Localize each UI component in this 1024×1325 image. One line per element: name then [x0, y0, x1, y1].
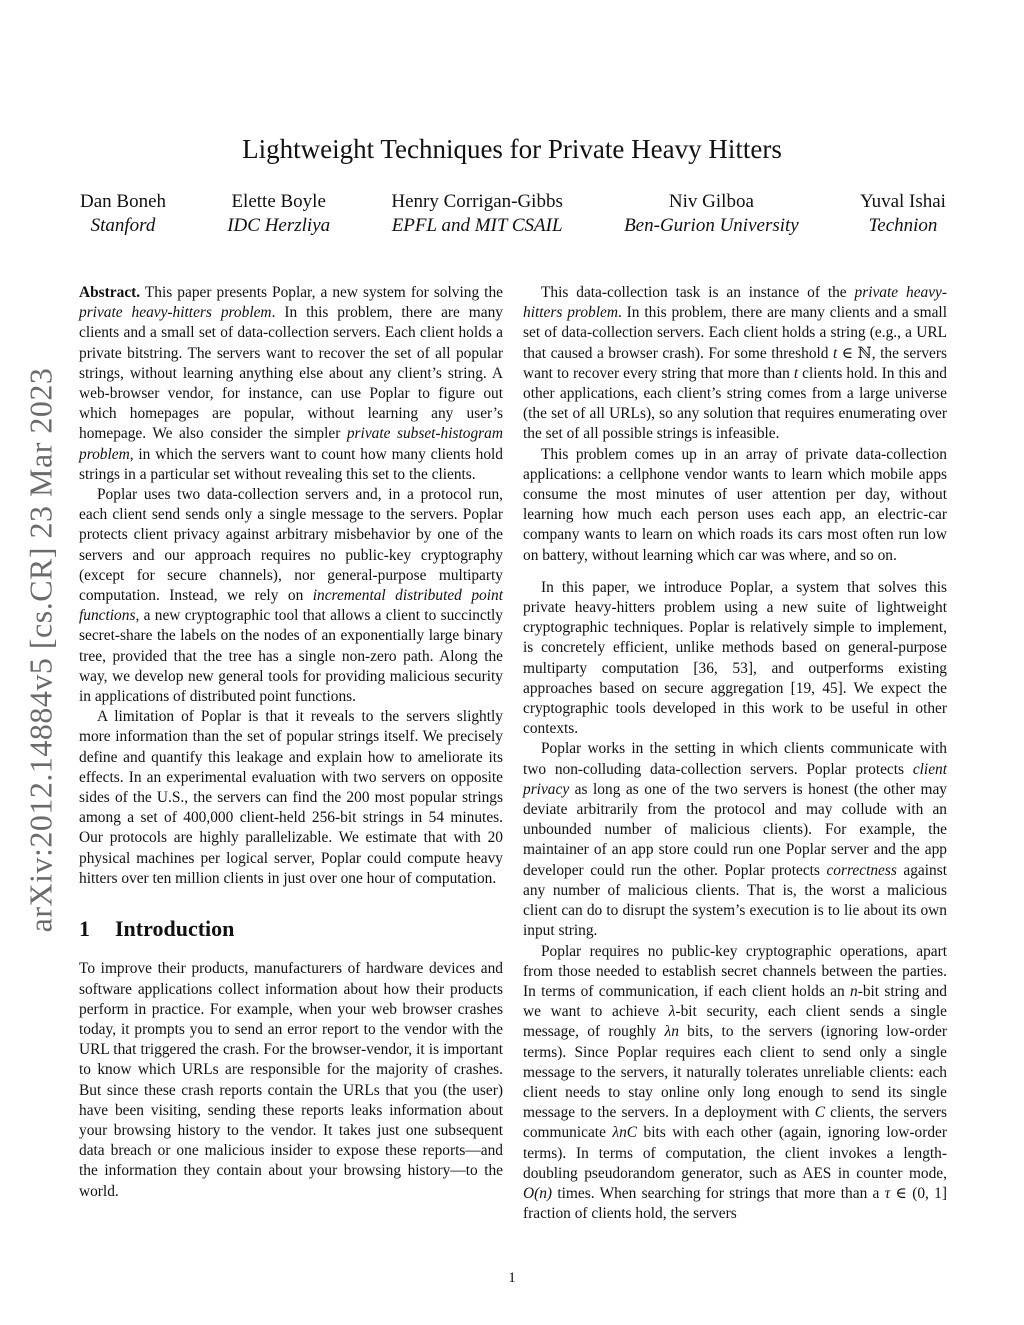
- emphasis-text: private heavy-hitters problem: [523, 284, 948, 322]
- math-symbol: n: [849, 982, 858, 1000]
- text-run: ∈ (0, 1] fraction of clients hold, the servers: [523, 1184, 947, 1223]
- text-run: bits, to the servers (ignoring low-order terms). Since Poplar requires each client to send only a single message to the servers, it naturally tolerates unreliable clients: each client needs to stay online only long enough to send its single message to the servers. In a deployment with: [523, 1023, 947, 1122]
- math-symbol: O(n): [523, 1184, 553, 1202]
- author-affiliation: Stanford: [90, 215, 156, 236]
- math-symbol: t: [833, 344, 838, 362]
- section-number: 1: [79, 916, 90, 942]
- paper-title: Lightweight Techniques for Private Heavy Hitters: [242, 134, 782, 164]
- text-run: as long as one of the two servers is honest (the other may deviate arbitrarily from the protocol and may collude with an unbounded number of malicious clients). For example, the maintainer of an app store could run one Poplar server and the app developer could run the other. Poplar protects: [523, 780, 947, 879]
- page-number: 1: [508, 1270, 516, 1286]
- author-block: [391, 190, 563, 238]
- abstract-paragraph: A limitation of Poplar is that it reveals to the servers slightly more information than the set of popular strings itself. We precisely define and quantify this leakage and explain how to ameliorate its effects. In an experimental evaluation with two servers on opposite sides of the U.S., the servers can find the 200 most popular strings among a set of 400,000 client-held 256-bit strings in 54 minutes. Our protocols are highly parallelizable. We estimate that with 20 physical machines per logical server, Poplar could compute heavy hitters over ten million clients in just over one hour of computation.: [79, 708, 503, 887]
- body-paragraph: [523, 942, 947, 1225]
- math-symbol: C: [814, 1104, 825, 1122]
- body-paragraph: [523, 739, 947, 941]
- text-run: This paper presents Poplar, a new system for solving the: [140, 284, 503, 301]
- text-run: clients hold. In this and other applications, each client’s string comes from a large universe (the set of all URLs), so any solution that requires enumerating over the set of all possible strings is infeasible.: [523, 364, 947, 443]
- section-title: Introduction: [115, 916, 235, 942]
- author-name: Yuval Ishai: [859, 191, 946, 212]
- text-run: clients, the servers communicate: [523, 1104, 947, 1142]
- author-list: [80, 190, 946, 238]
- text-run: -bit security, each client sends a single message, of roughly: [523, 1003, 947, 1041]
- right-column: [523, 283, 947, 1224]
- text-run: , a new cryptographic tool that allows a client to succinctly secret-share the labels on the nodes of an exponentially large binary tree, provided that the tree has a single non-zero path. Along the way, we develop new general tools for providing malicious security in applications of distributed point functions.: [79, 607, 503, 706]
- author-block: [860, 190, 946, 238]
- abstract-paragraph: [79, 485, 503, 707]
- emphasis-text: private subset-histogram problem: [79, 425, 503, 463]
- body-paragraph: In this paper, we introduce Poplar, a system that solves this private heavy-hitters problem using a new suite of lightweight cryptographic techniques. Poplar is relatively simple to implement, is concretely efficient, unlike methods based on general-purpose multiparty computation [36, 53], and outperforms existing approaches based on secure aggregation [19, 45]. We expect the cryptographic tools developed in this work to be useful in other contexts.: [523, 578, 947, 738]
- author-affiliation: EPFL and MIT CSAIL: [391, 215, 563, 236]
- author-block: [80, 190, 166, 238]
- body-paragraph: To improve their products, manufacturers of hardware devices and software applications collect information about how their products perform in practice. For example, when your web browser crashes today, it prompts you to send an error report to the vendor with the URL that triggered the crash. For the browser-vendor, it is important to know which URLs are responsible for the majority of crashes. But since these crash reports contain the URLs that you (the user) have been visiting, sending these reports leaks information about your browsing history to the vendor. It takes just one subsequent data breach or one malicious insider to expose these reports—and the information they contain about your browsing history—to the world.: [79, 960, 503, 1200]
- author-affiliation: Ben-Gurion University: [624, 215, 799, 236]
- author-affiliation: Technion: [868, 215, 938, 236]
- text-run: Poplar requires no public-key cryptographic operations, apart from those needed to establish secret channels between the parties. In terms of communication, if each client holds an: [523, 942, 947, 1000]
- author-affiliation: IDC Herzliya: [227, 215, 331, 236]
- section-heading: [79, 916, 503, 942]
- arxiv-identifier: arXiv:2012.14884v5 [cs.CR] 23 Mar 2023: [22, 367, 59, 933]
- text-run: against any number of malicious clients. That is, the worst a malicious client can do to disrupt the system’s execution is to lie about its own input string.: [523, 861, 947, 940]
- math-symbol: λ: [668, 1003, 676, 1021]
- author-name: Henry Corrigan-Gibbs: [391, 191, 563, 212]
- emphasis-text: client privacy: [523, 760, 947, 798]
- abstract-paragraph: [79, 283, 503, 485]
- emphasis-text: incremental distributed point functions: [79, 587, 503, 625]
- text-run: ∈ ℕ, the servers want to recover every string that more than: [523, 344, 947, 382]
- left-column: [79, 283, 503, 1202]
- math-symbol: τ: [884, 1184, 891, 1202]
- author-name: Elette Boyle: [231, 191, 326, 212]
- math-symbol: λn: [664, 1023, 679, 1041]
- math-symbol: t: [793, 364, 799, 382]
- text-run: . In this problem, there are many clients and a small set of data-collection servers. Each client holds a private bitstring. The servers want to recover the set of all popular strings, without learning anything else about any client’s string. A web-browser vendor, for instance, can use Poplar to figure out which homepages are popular, without learning any user’s homepage. We also consider the simpler: [79, 304, 504, 443]
- author-name: Niv Gilboa: [668, 191, 754, 212]
- text-run: , in which the servers want to count how many clients hold strings in a particular set without revealing this set to the clients.: [79, 445, 503, 483]
- author-block: [624, 190, 799, 238]
- author-name: Dan Boneh: [80, 191, 167, 212]
- body-paragraph: [523, 283, 947, 445]
- text-run: This data-collection task is an instance of the: [541, 284, 855, 301]
- text-run: bits with each other (again, ignoring low-order terms). In terms of computation, the client invokes a length-doubling pseudorandom generator, such as AES in counter mode,: [523, 1124, 948, 1182]
- text-run: Poplar uses two data-collection servers and, in a protocol run, each client send sends only a single message to the servers. Poplar protects client privacy against arbitrary misbehavior by one of the servers and our approach requires no public-key cryptography (except for secure channels), nor general-purpose multiparty computation. Instead, we rely on: [79, 486, 503, 605]
- text-run: Poplar works in the setting in which clients communicate with two non-colluding data-collection servers. Poplar protects: [523, 740, 947, 778]
- emphasis-text: private heavy-hitters problem: [79, 304, 272, 322]
- emphasis-text: correctness: [826, 861, 897, 879]
- author-block: [227, 190, 330, 238]
- math-symbol: λnC: [612, 1124, 638, 1142]
- text-run: . In this problem, there are many clients and a small set of data-collection servers. Each client holds a string (e.g., a URL that caused a browser crash). For some threshold: [523, 304, 947, 362]
- text-run: -bit string and we want to achieve: [523, 982, 947, 1021]
- text-run: times. When searching for strings that more than a: [552, 1184, 885, 1202]
- body-paragraph: This problem comes up in an array of private data-collection applications: a cellphone vendor wants to learn which mobile apps consume the most minutes of user attention per day, without learning how much each person uses each app, an electric-car company wants to learn on which roads its cars most often run low on battery, without learning which car was where, and so on.: [523, 445, 947, 564]
- abstract-label: Abstract.: [79, 284, 141, 301]
